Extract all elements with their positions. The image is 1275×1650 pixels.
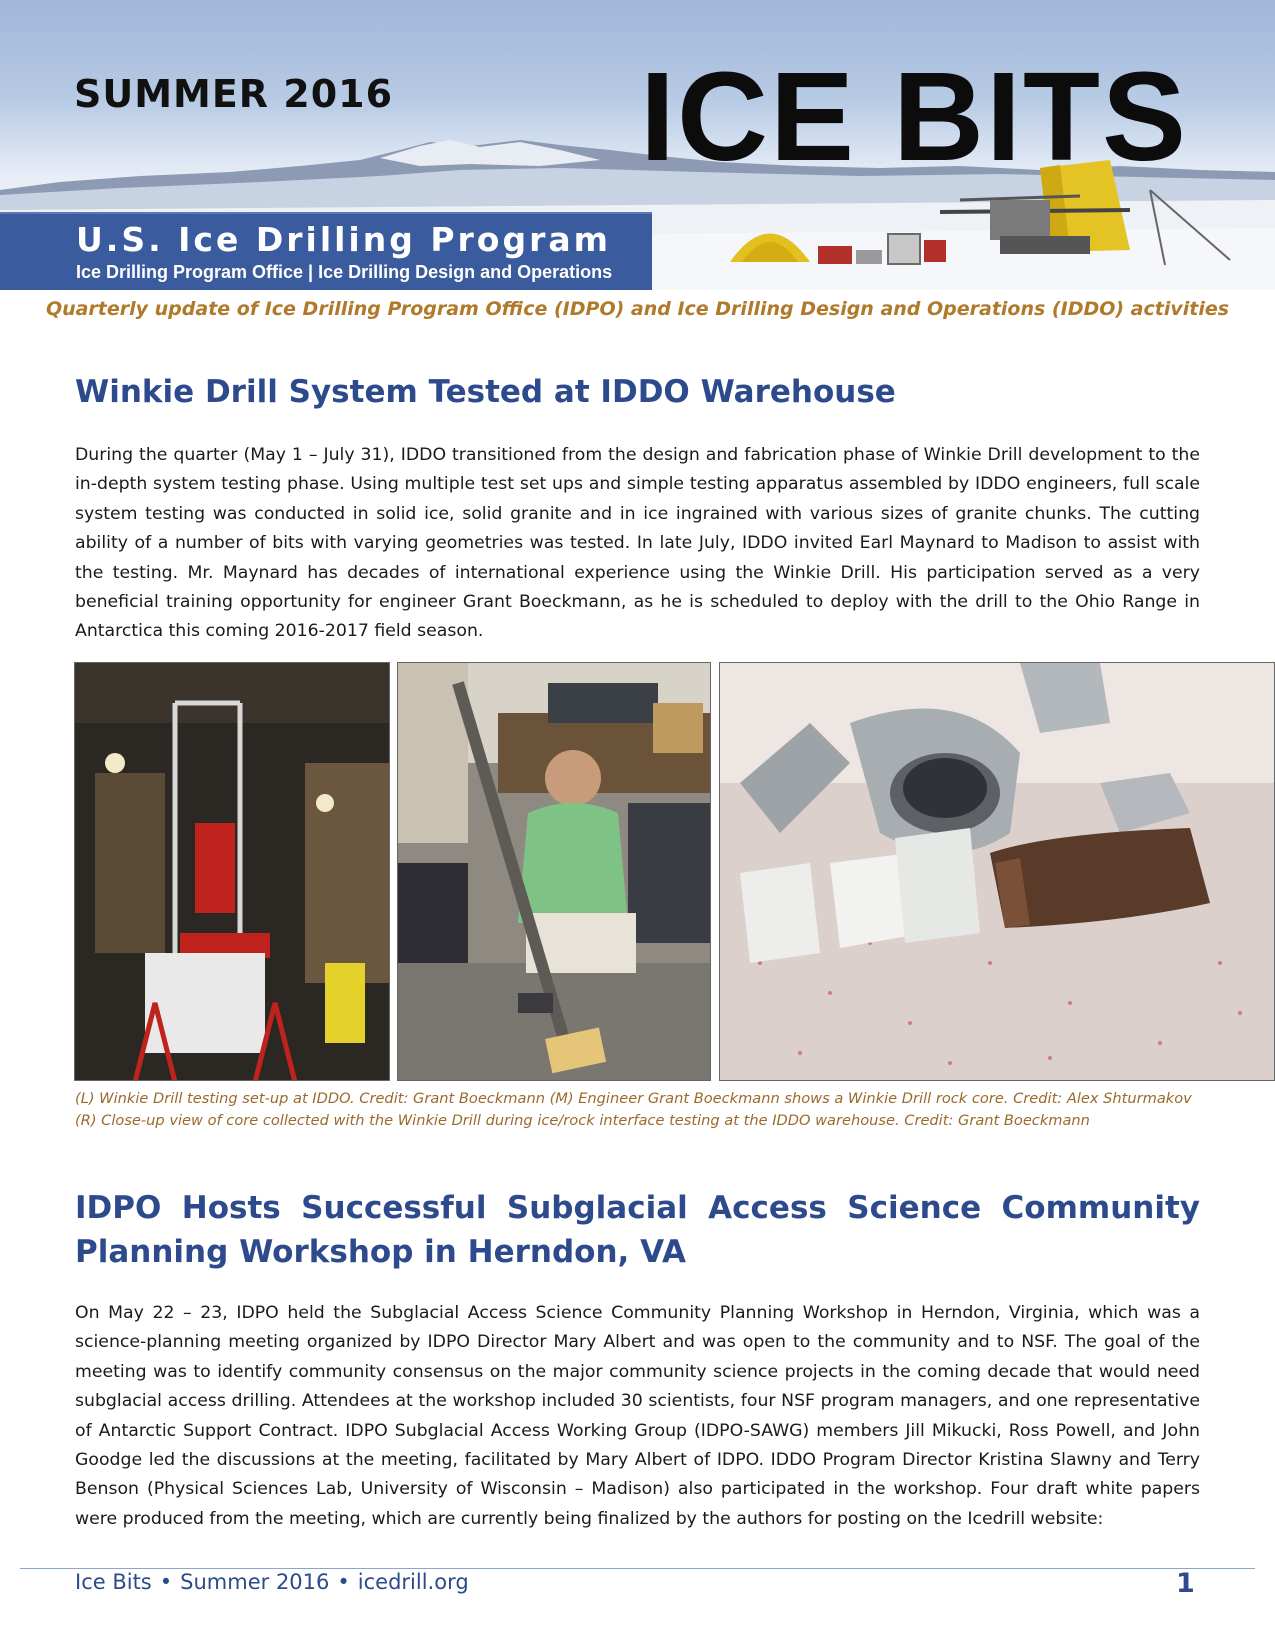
- header-banner: [0, 0, 1275, 290]
- page-number: 1: [1176, 1568, 1195, 1599]
- tagline: Quarterly update of Ice Drilling Program Office (IDPO) and Ice Drilling Design and Operations (IDDO) activities: [45, 298, 1230, 320]
- photo-caption-line-1: (L) Winkie Drill testing set-up at IDDO. Credit: Grant Boeckmann (M) Engineer Grant Boeckmann shows a Winkie Drill rock core. Credit: Alex Shturmakov: [75, 1090, 1192, 1107]
- article-title-winkie-drill: Winkie Drill System Tested at IDDO Warehouse: [75, 374, 896, 410]
- article-body-winkie-drill: During the quarter (May 1 – July 31), IDDO transitioned from the design and fabrication phase of Winkie Drill development to the in-depth system testing phase. Using multiple test set ups and simple testing apparatus assembled by IDDO engineers, full scale system testing was conducted in solid ice, solid granite and in ice ingrained with various sizes of granite chunks. The cutting ability of a number of bits with varying geometries was tested. In late July, IDDO invited Earl Maynard to Madison to assist with the testing. Mr. Maynard has decades of international experience using the Winkie Drill. His participation served as a very beneficial training opportunity for engineer Grant Boeckmann, as he is scheduled to deploy with the drill to the Ohio Range in Antarctica this coming 2016-2017 field season.: [75, 445, 1200, 642]
- newsletter-masthead: ICE BITS: [640, 46, 1189, 187]
- photo-caption-line-2: (R) Close-up view of core collected with the Winkie Drill during ice/rock interface testing at the IDDO warehouse. Credit: Grant Boeckmann: [75, 1112, 1090, 1129]
- article-body-subglacial-workshop: On May 22 – 23, IDPO held the Subglacial Access Science Community Planning Workshop in Herndon, Virginia, which was a science-planning meeting organized by IDPO Director Mary Albert and was open to the community and to NSF. The goal of the meeting was to identify community consensus on the major community science projects in the coming decade that would need subglacial access drilling. Attendees at the workshop included 30 scientists, four NSF program managers, and one representative of Antarctic Support Contract. IDPO Subglacial Access Working Group (IDPO-SAWG) members Jill Mikucki, Ross Powell, and John Goodge led the discussions at the meeting, facilitated by Mary Albert of IDPO. IDDO Program Director Kristina Slawny and Terry Benson (Physical Sciences Lab, University of Wisconsin – Madison) also participated in the workshop. Four draft white papers were produced from the meeting, which are currently being finalized by the authors for posting on the Icedrill website:: [75, 1303, 1200, 1529]
- program-name: U.S. Ice Drilling Program: [76, 220, 612, 259]
- photo-winkie-drill-setup: [74, 662, 390, 1081]
- program-subtitle: Ice Drilling Program Office | Ice Drilling Design and Operations: [76, 262, 613, 282]
- program-box: [0, 212, 652, 290]
- footer-website-link[interactable]: icedrill.org: [357, 1570, 469, 1594]
- footer-publication-info: [75, 1570, 469, 1594]
- photo-engineer-rock-core: [397, 662, 711, 1081]
- footer-separator: •: [337, 1570, 350, 1594]
- article-title-subglacial-workshop: IDPO Hosts Successful Subglacial Access Science Community Planning Workshop in Herndon, VA: [75, 1190, 1200, 1270]
- footer-issue: Summer 2016: [180, 1570, 330, 1594]
- issue-season: SUMMER 2016: [74, 72, 394, 116]
- photo-core-closeup: [719, 662, 1275, 1081]
- footer-publication: Ice Bits: [75, 1570, 152, 1594]
- footer-separator: •: [159, 1570, 173, 1594]
- footer-divider: [20, 1568, 1255, 1569]
